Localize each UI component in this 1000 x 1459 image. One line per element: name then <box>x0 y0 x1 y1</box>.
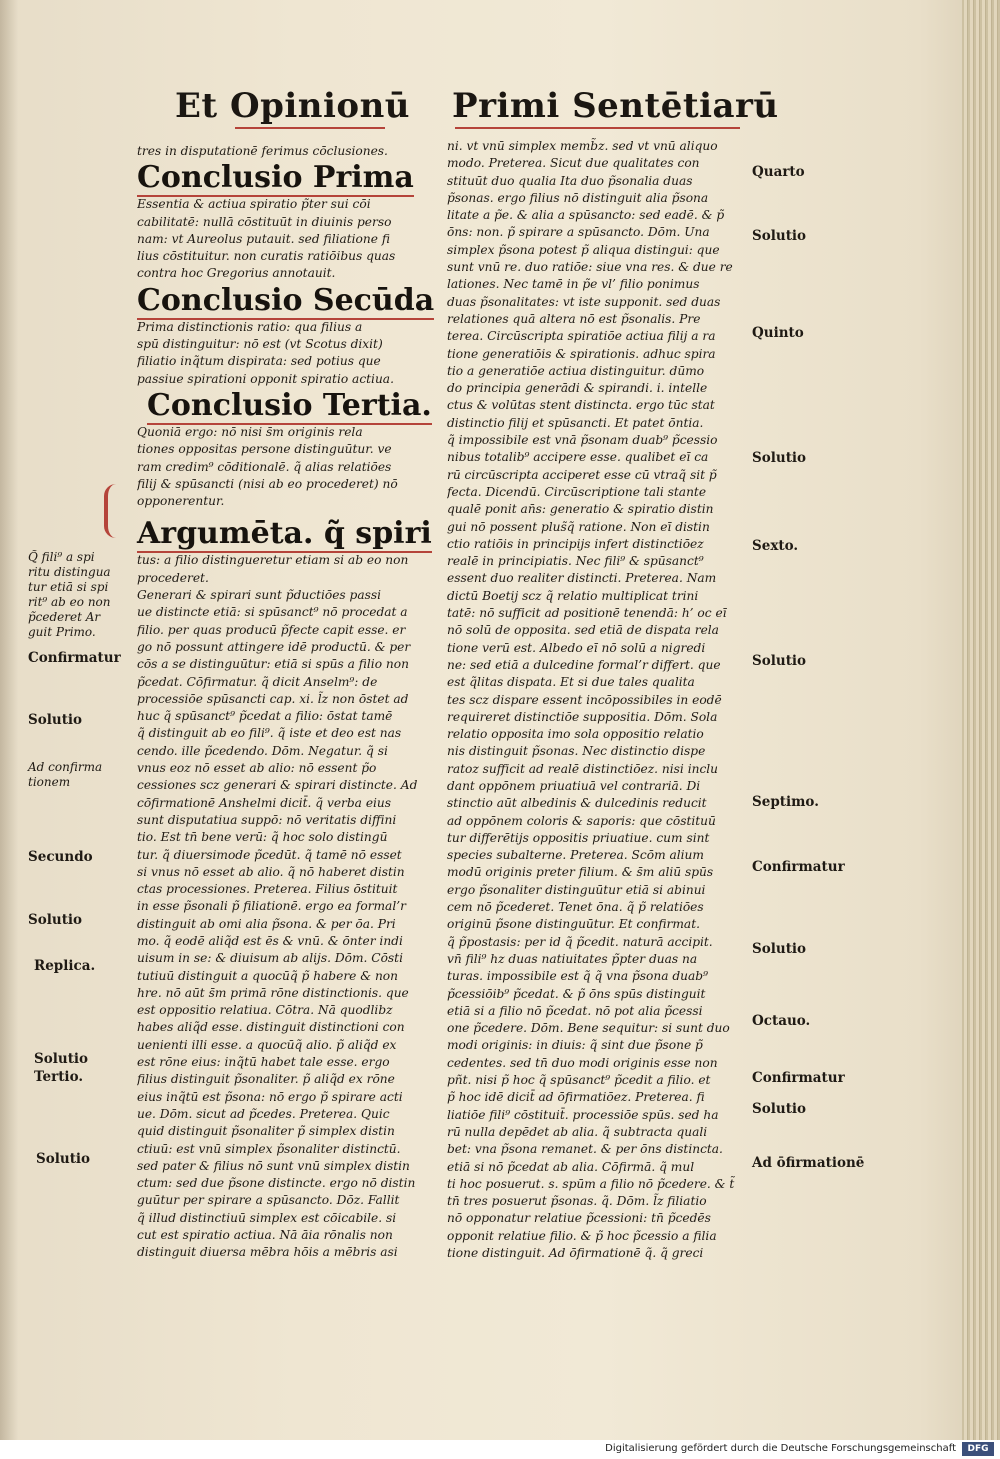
argumenta-line: vnus eoz nō esset ab alio: nō essent p̃o <box>137 761 377 776</box>
left-text-column <box>137 143 435 1262</box>
argumenta-line: ctiuū: est vnū simplex p̃sonaliter distinctū. <box>137 1141 401 1156</box>
right-line: tatē: nō sufficit ad positionē tenendā: h’ oc eī <box>447 606 727 621</box>
right-margin-solutio-1: Solutio <box>752 228 807 244</box>
right-line: distinctio filij et spūsancti. Et patet ōntia. <box>447 415 704 430</box>
argumenta-line: sunt disputatiua suppō: nō veritatis diffini <box>137 812 397 827</box>
right-line: dictū Boetij scz q̃ relatio multiplicat trini <box>447 588 699 603</box>
right-margin-solutio-5: Solutio <box>752 1101 807 1117</box>
conclusio-prima-line: contra hoc Gregorius annotauit. <box>137 266 336 281</box>
conclusio-tertia-line: Quoniā ergo: nō nisi s̄m originis rela <box>137 424 363 439</box>
right-line: modo. Preterea. Sicut due qualitates con <box>447 156 700 171</box>
argumenta-line: p̃cedat. Cōfirmatur. q̃ dicit Anselm⁹: de <box>137 674 378 689</box>
conclusio-tertia-line: tiones oppositas persone distinguūtur. ve <box>137 442 392 457</box>
argumenta-line: hre. nō aūt s̄m primā rōne distinctionis. que <box>137 985 409 1000</box>
right-line: nō opponatur relatiue p̃cessioni: tn̄ p̃cedēs <box>447 1211 711 1226</box>
right-margin-quinto: Quinto <box>752 325 804 341</box>
right-margin-ad-confirmationem: Ad ōfirmationē <box>752 1155 865 1171</box>
right-line: modi originis: in diuis: q̃ sint due p̃sone p̃ <box>447 1038 703 1053</box>
running-header-right: Primi Sentētiarū <box>452 86 779 126</box>
right-line: liatiōe fili⁹ cōstituit̄. processiōe spūs. sed ha <box>447 1107 719 1122</box>
argumenta-line: processiōe spūsancti cap. xi. l̃z non ōstet ad <box>137 691 409 706</box>
argumenta-line: cut est spiratio actiua. Nā āia rōnalis non <box>137 1228 393 1243</box>
right-line: tn̄ tres posuerut p̃sonas. q̃. Dōm. l̃z filiatio <box>447 1194 707 1209</box>
conclusio-prima-heading <box>137 160 427 196</box>
right-margin-confirmatur-1: Confirmatur <box>752 859 845 875</box>
conclusio-secunda-heading <box>137 282 435 319</box>
right-margin-confirmatur-2: Confirmatur <box>752 1070 845 1086</box>
argumenta-line: cendo. ille p̃cedendo. Dōm. Negatur. q̃ si <box>137 743 388 758</box>
right-line: tio a generatiōe actiua distinguitur. dūmo <box>447 363 705 378</box>
argumenta-line: ue. Dōm. sicut ad p̃cedes. Preterea. Quic <box>137 1106 390 1121</box>
right-line: pñt. nisi p̃ hoc q̃ spūsanct⁹ p̃cedit a filio. et <box>447 1073 711 1088</box>
right-line: tur differētijs oppositis priuatiue. cum sint <box>447 830 710 845</box>
argumenta-line: cessiones scz generari & spirari distincte. Ad <box>137 778 418 793</box>
right-line: etiā si nō p̃cedat ab alia. Cōfirmā. q̃ mul <box>447 1159 695 1174</box>
right-line: cem nō p̃cederet. Tenet ōna. q̃ p̃ relatiōes <box>447 900 704 915</box>
running-header-left: Et Opinionū <box>175 86 411 126</box>
intro-line: tres in disputationē ferimus cōclusiones. <box>137 144 388 158</box>
right-line: fecta. Dicendū. Circūscriptione tali stante <box>447 484 707 499</box>
right-line: bet: vna p̃sona remanet. & per ōns distincta. <box>447 1142 723 1157</box>
left-margin-confirmatur: Confirmatur <box>28 650 121 666</box>
right-line: turas. impossibile est q̃ q̃ vna p̃sona duab⁹ <box>447 969 708 984</box>
conclusio-tertia-line: filij & spūsancti (nisi ab eo procederet) nō <box>137 476 398 491</box>
right-line: gui nō possent plus̃q̃ ratione. Non eī distin <box>447 519 710 534</box>
right-line: p̃cessiōib⁹ p̃cedat. & p̃ ōns spūs distinguit <box>447 986 706 1001</box>
conclusio-prima-line: Essentia & actiua spiratio p̃ter sui cōi <box>137 197 371 212</box>
right-line: ti hoc posuerut. s. spūm a filio nō p̃cedere. & t̃ <box>447 1176 735 1191</box>
right-text-column <box>447 138 739 1262</box>
left-margin-solutio-2: Solutio <box>28 912 83 928</box>
right-line: tione verū est. Albedo eī nō solū a nigredi <box>447 640 706 655</box>
right-line: duas p̃sonalitates: vt iste supponit. sed duas <box>447 294 721 309</box>
page-edge <box>962 0 1000 1440</box>
right-line: etiā si a filio nō p̃cedat. nō pot alia p̃cessi <box>447 1003 703 1018</box>
right-margin-quarto: Quarto <box>752 164 805 180</box>
conclusio-secunda-line: Prima distinctionis ratio: qua filius a <box>137 319 363 334</box>
argumenta-line: est rōne eius: inq̃tū habet tale esse. ergo <box>137 1055 390 1070</box>
right-line: nibus totalib⁹ accipere esse. qualibet eī ca <box>447 450 709 465</box>
argumenta-line: filio. per quas producū p̃fecte capit esse. er <box>137 622 406 637</box>
right-margin-solutio-4: Solutio <box>752 941 807 957</box>
right-line: q̃ p̃postasis: per id q̃ p̃cedit. naturā accipit. <box>447 934 713 949</box>
argumenta-line: tutiuū distinguit a quocūq̃ p̃ habere & non <box>137 968 398 983</box>
right-line: est q̃litas dispata. Et si due tales qualita <box>447 675 695 690</box>
conclusio-prima-heading-text: Conclusio Prima <box>137 160 414 196</box>
left-margin-solutio-3: Solutio <box>34 1051 89 1067</box>
right-line: terea. Circūscripta spiratiōe actiua filij a ra <box>447 329 716 344</box>
argumenta-line: distinguit ab omi alia p̃sona. & per ōa. Pri <box>137 916 396 931</box>
header-underline-left <box>235 127 385 129</box>
right-line: simplex p̃sona potest p̃ aliqua distingui: que <box>447 242 720 257</box>
margin-line: ritu distingua <box>28 565 111 579</box>
argumenta-line: guūtur per spirare a spūsancto. Dōz. Fallit <box>137 1193 400 1208</box>
argumenta-line: in esse p̃sonali p̃ filiationē. ergo ea formal’r <box>137 899 406 914</box>
right-line: qualē ponit an̄s: generatio & spiratio distin <box>447 502 714 517</box>
left-margin-tertio: Tertio. <box>34 1069 84 1085</box>
left-margin-note-arguit <box>28 550 111 640</box>
right-line: ad oppōnem coloris & saporis: que cōstituū <box>447 813 716 828</box>
right-line: tes scz dispare essent incōpossibiles in eodē <box>447 692 722 707</box>
right-line: modū originis preter filium. & s̄m aliū spūs <box>447 865 714 880</box>
right-line: ctus & volūtas stent distincta. ergo tūc stat <box>447 398 715 413</box>
argumenta-line: distinguit diuersa mēbra hōis a mēbris asi <box>137 1245 398 1260</box>
argumenta-line: sed pater & filius nō sunt vnū simplex distin <box>137 1158 410 1173</box>
right-line: species subalterne. Preterea. Scōm alium <box>447 848 704 863</box>
margin-line: p̃cederet Ar <box>28 610 101 624</box>
right-line: vn̄ fili⁹ hz duas natiuitates p̃pter duas na <box>447 951 698 966</box>
argumenta-line: est oppositio relatiua. Cōtra. Nā quodlibz <box>137 1003 393 1018</box>
left-margin-solutio-1: Solutio <box>28 712 83 728</box>
right-line: ergo p̃sonaliter distinguūtur etiā si abinui <box>447 882 706 897</box>
argumenta-line: q̃ illud distinctiuū simplex est cōicabile. si <box>137 1210 397 1225</box>
argumenta-heading-text: Argumēta. q̃ spiri <box>137 516 432 552</box>
right-margin-solutio-2: Solutio <box>752 450 807 466</box>
right-line: stinctio aūt albedinis & dulcedinis reducit <box>447 796 707 811</box>
right-line: dant oppōnem priuatiuā vel contrariā. Di <box>447 778 701 793</box>
right-line: opponit relatiue filio. & p̃ hoc p̃cessio a filia <box>447 1228 717 1243</box>
left-margin-solutio-4: Solutio <box>36 1151 91 1167</box>
right-line: relationes quā altera nō est p̃sonalis. Pre <box>447 311 701 326</box>
right-margin-solutio-3: Solutio <box>752 653 807 669</box>
argumenta-line: si vnus nō esset ab alio. q̃ nō haberet distin <box>137 864 405 879</box>
right-line: requireret distinctiōe suppositia. Dōm. Sola <box>447 709 718 724</box>
conclusio-tertia-heading-text: Conclusio Tertia. <box>147 387 432 423</box>
right-margin-septimo: Septimo. <box>752 794 819 810</box>
right-margin-octauo: Octauo. <box>752 1013 811 1029</box>
right-line: p̃ hoc idē dicit̄ ad ōfirmatiōez. Preterea. fi <box>447 1090 705 1105</box>
right-line: rū circūscripta acciperet esse cū vtraq̃ sit p̃ <box>447 467 717 482</box>
right-line: tione distinguit. Ad ōfirmationē q̃. q̃ greci <box>447 1246 704 1260</box>
argumenta-line: huc q̃ spūsanct⁹ p̃cedat a filio: ōstat tamē <box>137 709 393 724</box>
argumenta-line: uenienti illi esse. a quocūq̃ alio. p̃ aliq̃d ex <box>137 1037 397 1052</box>
right-line: litate a p̃e. & alia a spūsancto: sed eadē. & p̃ <box>447 208 725 223</box>
argumenta-line: go nō possunt attingere idē productū. & per <box>137 639 411 654</box>
right-line: cedentes. sed tn̄ duo modi originis esse non <box>447 1055 718 1070</box>
argumenta-line: ctas processiones. Preterea. Filius ōstituit <box>137 882 398 897</box>
right-line: lationes. Nec tamē in p̃e vl’ filio ponimus <box>447 277 700 292</box>
right-line: ni. vt vnū simplex memb̃z. sed vt vnū aliquo <box>447 139 718 153</box>
right-line: stituūt duo qualia Ita duo p̃sonalia duas <box>447 173 693 188</box>
argumenta-line: tus: a filio distingueretur etiam si ab eo non <box>137 553 409 568</box>
red-paragraph-mark <box>104 484 130 538</box>
argumenta-line: quid distinguit p̃sonaliter p̃ simplex distin <box>137 1124 395 1139</box>
conclusio-secunda-line: filiatio inq̃tum dispirata: sed potius que <box>137 354 381 369</box>
left-margin-replica: Replica. <box>34 958 96 974</box>
conclusio-prima-line: nam: vt Aureolus putauit. sed filiatione fi <box>137 231 390 246</box>
argumenta-heading <box>137 516 432 552</box>
right-line: realē in principiatis. Nec fili⁹ & spūsanct⁹ <box>447 554 704 569</box>
argumenta-line: Generari & spirari sunt p̃ductiōes passi <box>137 588 382 603</box>
conclusio-secunda-line: spū distinguitur: nō est (vt Scotus dixit) <box>137 337 383 352</box>
argumenta-line: eius inq̃tū est p̃sona: nō ergo p̃ spirare acti <box>137 1089 403 1104</box>
right-line: ctio ratiōis in principijs infert distinctiōez <box>447 536 704 551</box>
right-margin-sexto: Sexto. <box>752 538 799 554</box>
conclusio-tertia-line: opponerentur. <box>137 494 225 509</box>
right-line: essent duo realiter distincti. Preterea. Nam <box>447 571 717 586</box>
conclusio-secunda-line: passiue spirationi opponit spiratio actiua. <box>137 371 394 386</box>
right-line: one p̃cedere. Dōm. Bene sequitur: si sunt duo <box>447 1021 730 1036</box>
dfg-logo-icon: DFG <box>962 1442 994 1456</box>
argumenta-line: tur. q̃ diuersimode p̃cedūt. q̃ tamē nō esset <box>137 847 402 862</box>
argumenta-line: ctum: sed due p̃sone distincte. ergo nō distin <box>137 1176 416 1191</box>
binding-shadow <box>0 0 18 1440</box>
argumenta-line: habes aliq̃d esse. distinguit distinctioni con <box>137 1020 405 1035</box>
left-margin-secundo: Secundo <box>28 849 93 865</box>
margin-line: tionem <box>28 775 71 789</box>
right-line: q̃ impossibile est vnā p̃sonam duab⁹ p̃cessio <box>447 433 718 448</box>
argumenta-line: tio. Est tn̄ bene verū: q̃ hoc solo distingū <box>137 830 388 845</box>
right-line: ne: sed etiā a dulcedine formal’r differt. que <box>447 657 721 672</box>
argumenta-line: mo. q̃ eodē aliq̃d est ēs & vnū. & ōnter indi <box>137 933 403 948</box>
conclusio-tertia-line: ram credim⁹ cōditionalē. q̃ alias relatiōes <box>137 459 392 474</box>
argumenta-line: cōfirmationē Anshelmi dicit̄. q̃ verba eius <box>137 795 392 810</box>
argumenta-line: cōs a se distinguūtur: etiā si spūs a filio non <box>137 657 409 672</box>
left-margin-ad-confirmationem <box>28 760 102 790</box>
conclusio-prima-line: lius cōstituitur. non curatis ratiōibus quas <box>137 249 396 264</box>
right-line: ōns: non. p̃ spirare a spūsancto. Dōm. Una <box>447 225 710 240</box>
argumenta-line: uisum in se: & diuisum ab alijs. Dōm. Cōsti <box>137 951 403 966</box>
right-line: nis distinguit p̃sonas. Nec distinctio dispe <box>447 744 706 759</box>
right-line: originū p̃sone distinguūtur. Et confirmat. <box>447 917 700 932</box>
margin-line: guit Primo. <box>28 625 96 639</box>
right-line: relatio opposita imo sola oppositio relatio <box>447 727 704 742</box>
right-line: do principia generādi & spirandi. i. intelle <box>447 381 708 396</box>
conclusio-prima-line: cabilitatē: nullā cōstituūt in diuinis perso <box>137 214 392 229</box>
right-line: sunt vnū re. duo ratiōe: siue vna res. & due re <box>447 260 733 275</box>
right-line: nō solū de opposita. sed etiā de dispata rela <box>447 623 719 638</box>
margin-line: Q̃ fili⁹ a spi <box>28 550 95 564</box>
digitization-credit: Digitalisierung gefördert durch die Deutsche Forschungsgemeinschaft <box>605 1443 956 1454</box>
conclusio-secunda-heading-text: Conclusio Secūda <box>137 282 435 318</box>
conclusio-tertia-heading <box>147 387 432 424</box>
header-underline-right <box>455 127 740 129</box>
right-line: ratoz sufficit ad realē distinctiōez. nisi inclu <box>447 761 719 776</box>
argumenta-line: q̃ distinguit ab eo fili⁹. q̃ iste et deo est nas <box>137 726 402 741</box>
argumenta-line: ue distincte etiā: si spūsanct⁹ nō procedat a <box>137 605 408 620</box>
argumenta-line: procederet. <box>137 570 209 585</box>
argumenta-line: filius distinguit p̃sonaliter. p̃ aliq̃d ex rōne <box>137 1072 395 1087</box>
margin-line: Ad confirma <box>28 760 103 774</box>
right-line: rū nulla depēdet ab alia. q̃ subtracta quali <box>447 1124 708 1139</box>
margin-line: tur etiā si spi <box>28 580 109 594</box>
margin-line: rit⁹ ab eo non <box>28 595 111 609</box>
right-line: tione generatiōis & spirationis. adhuc spira <box>447 346 716 361</box>
right-line: p̃sonas. ergo filius nō distinguit alia p̃sona <box>447 190 709 205</box>
